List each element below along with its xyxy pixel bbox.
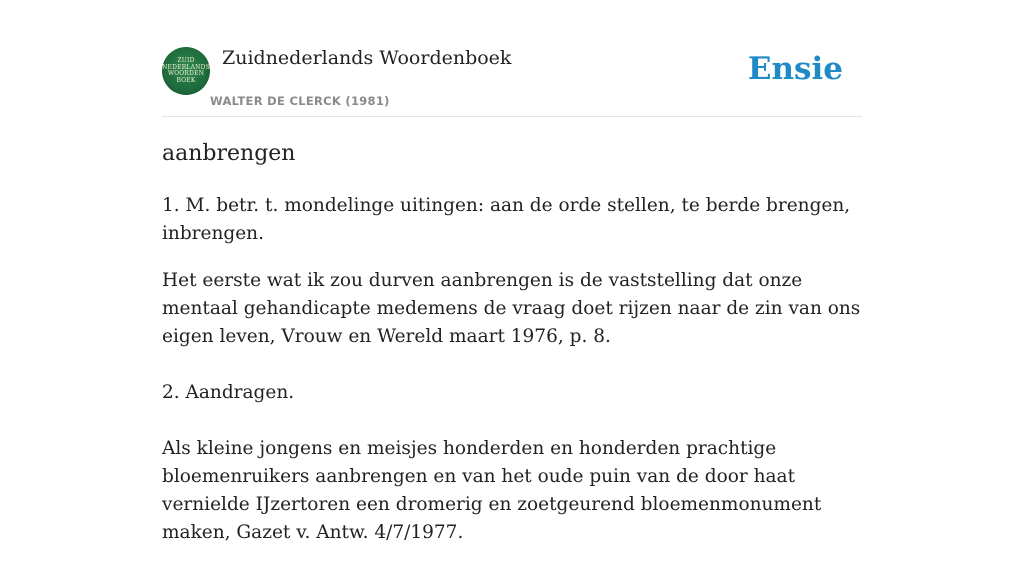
ensie-brand-logo[interactable]: Ensie bbox=[747, 51, 843, 87]
entry-headword: aanbrengen bbox=[162, 141, 296, 166]
site-header bbox=[162, 46, 862, 117]
entry-content bbox=[162, 138, 862, 566]
example-quote-2: Als kleine jongens en meisjes honderden en honderden prachtige bloemenruikers aanbrengen en van het oude puin van de door haat vernielde IJzertoren een dromerig en zoetgeurend bloemenmonument maken, Gazet v. Antw. 4/7/1977. bbox=[162, 438, 822, 543]
logo-text-line: BOEK bbox=[176, 76, 196, 84]
logo-text-line: NEDERLANDS bbox=[162, 63, 210, 71]
example-quote-1: Het eerste wat ik zou durven aanbrengen is de vaststelling dat onze mentaal gehandicapte medemens de vraag doet rijzen naar de zin van ons eigen leven, Vrouw en Wereld maart 1976, p. 8. bbox=[162, 270, 861, 347]
book-title-link[interactable]: Zuidnederlands Woordenboek bbox=[222, 47, 512, 69]
logo-text-line: WOORDEN bbox=[167, 70, 205, 77]
book-author: WALTER DE CLERCK (1981) bbox=[210, 94, 390, 108]
definition-2: 2. Aandragen. bbox=[162, 382, 295, 403]
definition-1: 1. M. betr. t. mondelinge uitingen: aan de orde stellen, te berde brengen, inbrengen. bbox=[162, 195, 851, 244]
book-cover-logo[interactable] bbox=[162, 47, 210, 95]
logo-text-line: ZUID bbox=[177, 57, 195, 64]
